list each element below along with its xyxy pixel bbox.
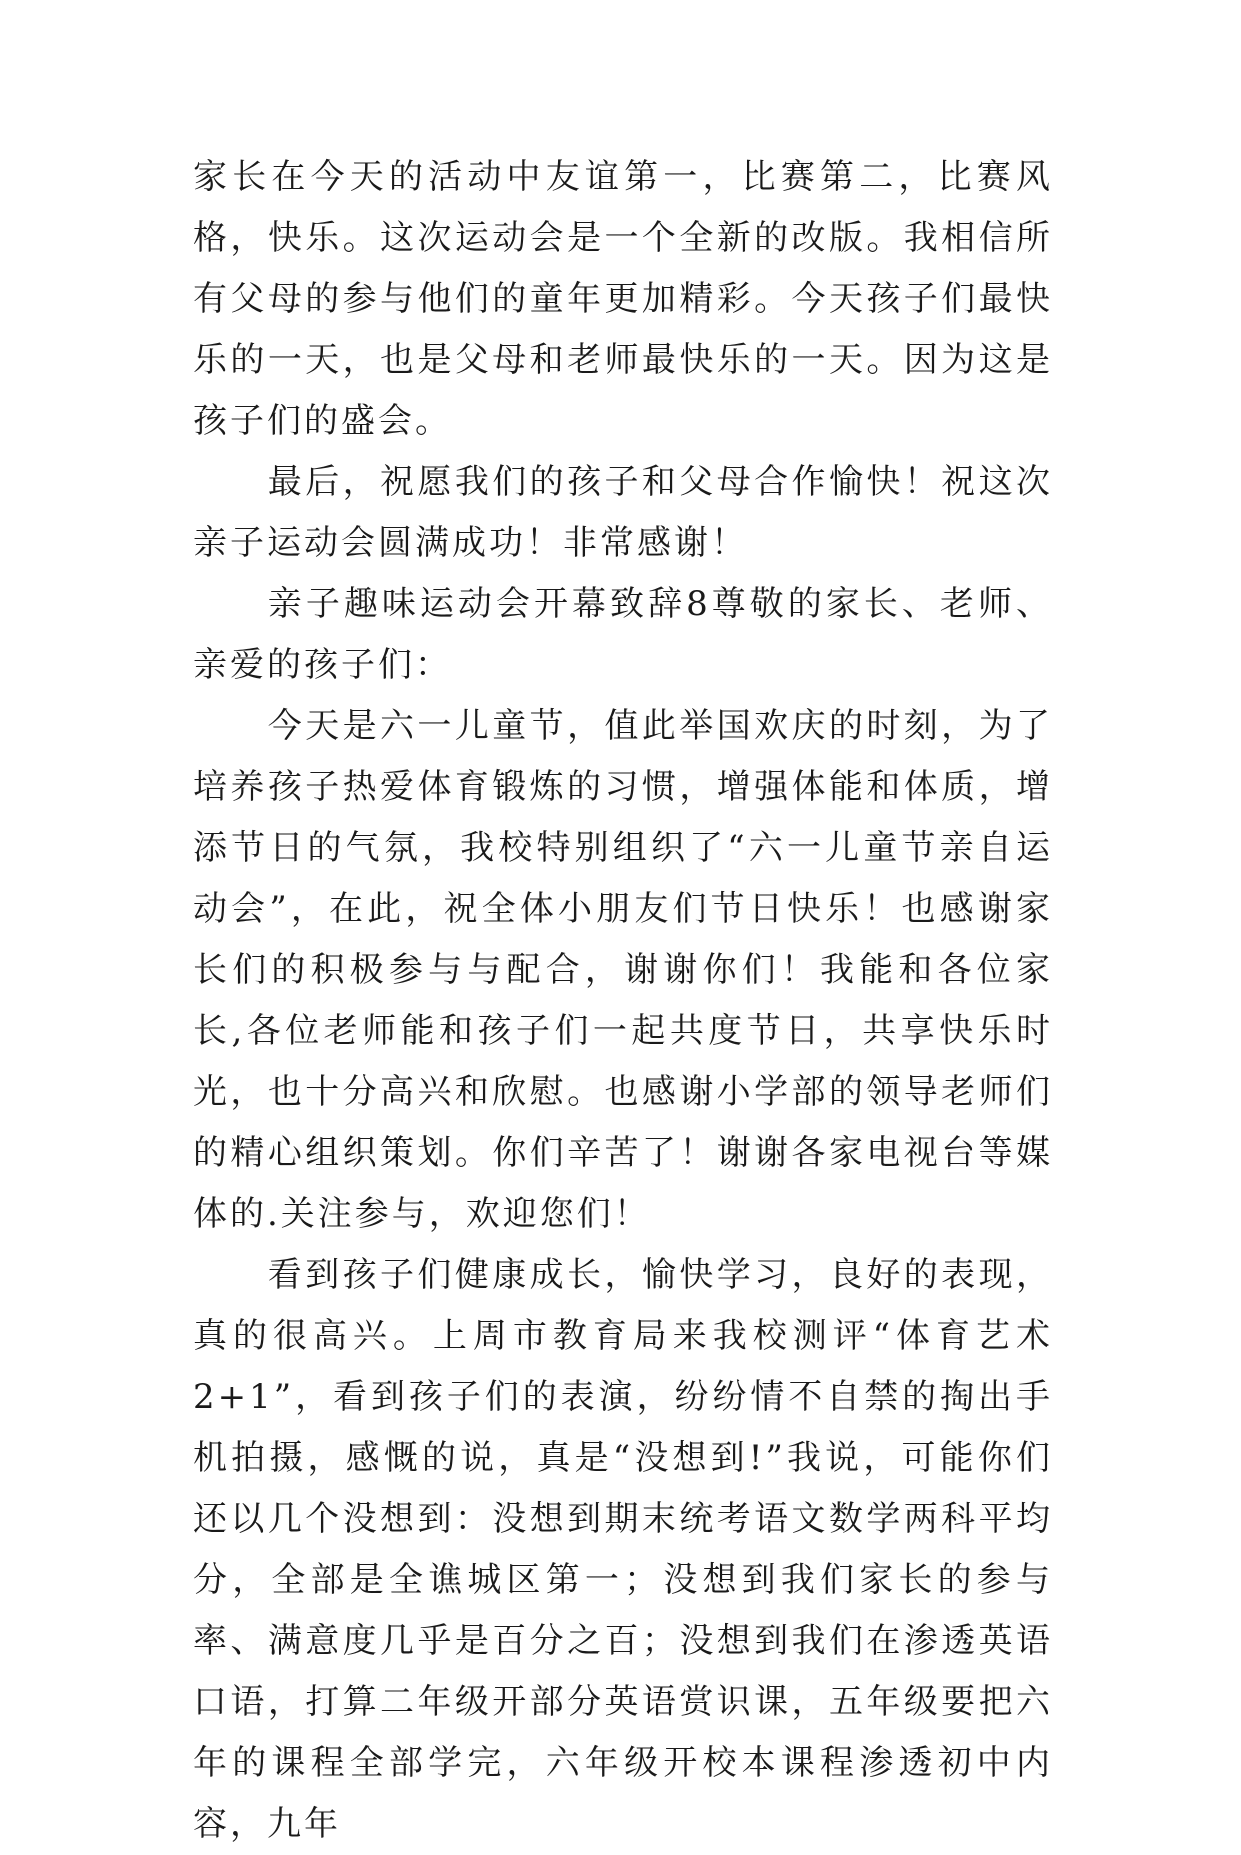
paragraph-4: 今天是六一儿童节，值此举国欢庆的时刻，为了培养孩子热爱体育锻炼的习惯，增强体能和体质，增添节日的气氛，我校特别组织了“六一儿童节亲自运动会”，在此，祝全体小朋友们节日快乐！也感谢家长们的积极参与与配合，谢谢你们！我能和各位家长,各位老师能和孩子们一起共度节日，共享快乐时光，也十分高兴和欣慰。也感谢小学部的领导老师们的精心组织策划。你们辛苦了！谢谢各家电视台等媒体的.关注参与，欢迎您们！: [193, 706, 1053, 1234]
paragraph-5: 看到孩子们健康成长，愉快学习，良好的表现，真的很高兴。上周市教育局来我校测评“体育艺术2+1”，看到孩子们的表演，纷纷情不自禁的掏出手机拍摄，感慨的说，真是“没想到!”我说，可能你们还以几个没想到：没想到期末统考语文数学两科平均分，全部是全谯城区第一；没想到我们家长的参与率、满意度几乎是百分之百；没想到我们在渗透英语口语，打算二年级开部分英语赏识课，五年级要把六年的课程全部学完，六年级开校本课程渗透初中内容，九年: [193, 1255, 1053, 1844]
paragraph-3: 亲子趣味运动会开幕致辞8尊敬的家长、老师、亲爱的孩子们：: [193, 584, 1053, 685]
paragraph-2: 最后，祝愿我们的孩子和父母合作愉快！祝这次亲子运动会圆满成功！非常感谢！: [193, 462, 1053, 563]
document-body: [193, 147, 1053, 1855]
paragraph-1: 家长在今天的活动中友谊第一，比赛第二，比赛风格，快乐。这次运动会是一个全新的改版。我相信所有父母的参与他们的童年更加精彩。今天孩子们最快乐的一天，也是父母和老师最快乐的一天。因为这是孩子们的盛会。: [193, 157, 1053, 441]
